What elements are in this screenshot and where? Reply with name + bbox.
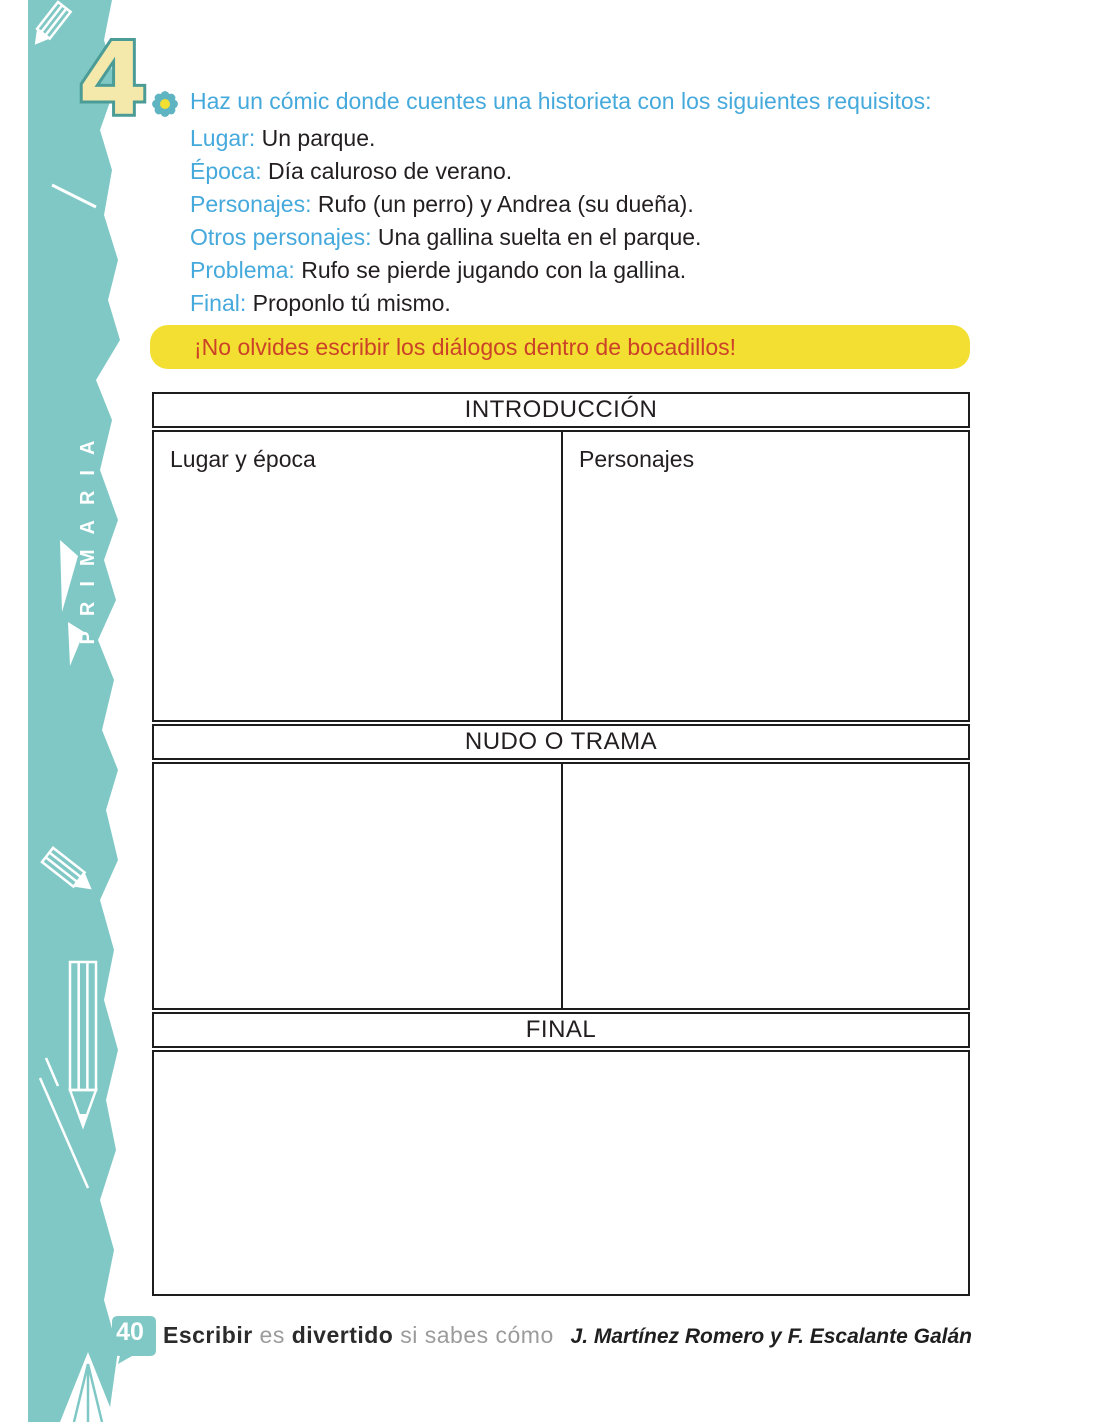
requirement-value: Día caluroso de verano. [268, 158, 513, 184]
requirement-label: Lugar: [190, 125, 256, 151]
unit-number [58, 16, 168, 136]
requirement-list [190, 122, 980, 320]
requirement-value: Rufo se pierde jugando con la gallina. [301, 257, 687, 283]
cell-lugar-y-epoca: Lugar y época [170, 446, 316, 472]
requirement-value: Un parque. [261, 125, 376, 151]
cell-nudo-right [561, 764, 968, 1008]
requirement-label: Problema: [190, 257, 295, 283]
cell-personajes: Personajes [561, 432, 968, 720]
section-cells-introduccion [152, 430, 970, 722]
unit-number-text: 4 [78, 21, 148, 136]
reminder-banner: ¡No olvides escribir los diálogos dentro de bocadillos! [150, 325, 970, 369]
sidebar-label: PRIMARIA [77, 425, 99, 645]
authors: J. Martínez Romero y F. Escalante Galán [570, 1325, 972, 1348]
requirement-item [190, 221, 980, 254]
requirement-item [190, 254, 980, 287]
requirement-label: Otros personajes: [190, 224, 372, 250]
requirement-item [190, 287, 980, 320]
series-title-part: si sabes cómo [400, 1322, 554, 1348]
page-number: 40 [116, 1318, 144, 1346]
series-title-part: divertido [291, 1322, 401, 1348]
requirement-item [190, 122, 980, 155]
section-cells-nudo-o-trama [152, 762, 970, 1010]
requirement-item [190, 155, 980, 188]
requirement-value: Una gallina suelta en el parque. [377, 224, 702, 250]
requirement-label: Final: [190, 290, 247, 316]
section-header-final: FINAL [152, 1012, 970, 1048]
series-title-part: Escribir [163, 1322, 260, 1348]
requirement-value: Proponlo tú mismo. [252, 290, 451, 316]
series-title-part: es [259, 1322, 292, 1348]
requirement-value: Rufo (un perro) y Andrea (su dueña). [317, 191, 694, 217]
flower-bullet-icon [152, 91, 178, 117]
cell-nudo-left [154, 764, 561, 1008]
section-header-introduccion: INTRODUCCIÓN [152, 392, 970, 428]
requirement-item [190, 188, 980, 221]
cell-final [154, 1052, 968, 1294]
task-prompt: Haz un cómic donde cuentes una historieta con los siguientes requisitos: [190, 88, 932, 114]
requirement-label: Época: [190, 158, 262, 184]
section-cells-final [152, 1050, 970, 1296]
section-header-nudo-o-trama: NUDO O TRAMA [152, 724, 970, 760]
requirement-label: Personajes: [190, 191, 312, 217]
